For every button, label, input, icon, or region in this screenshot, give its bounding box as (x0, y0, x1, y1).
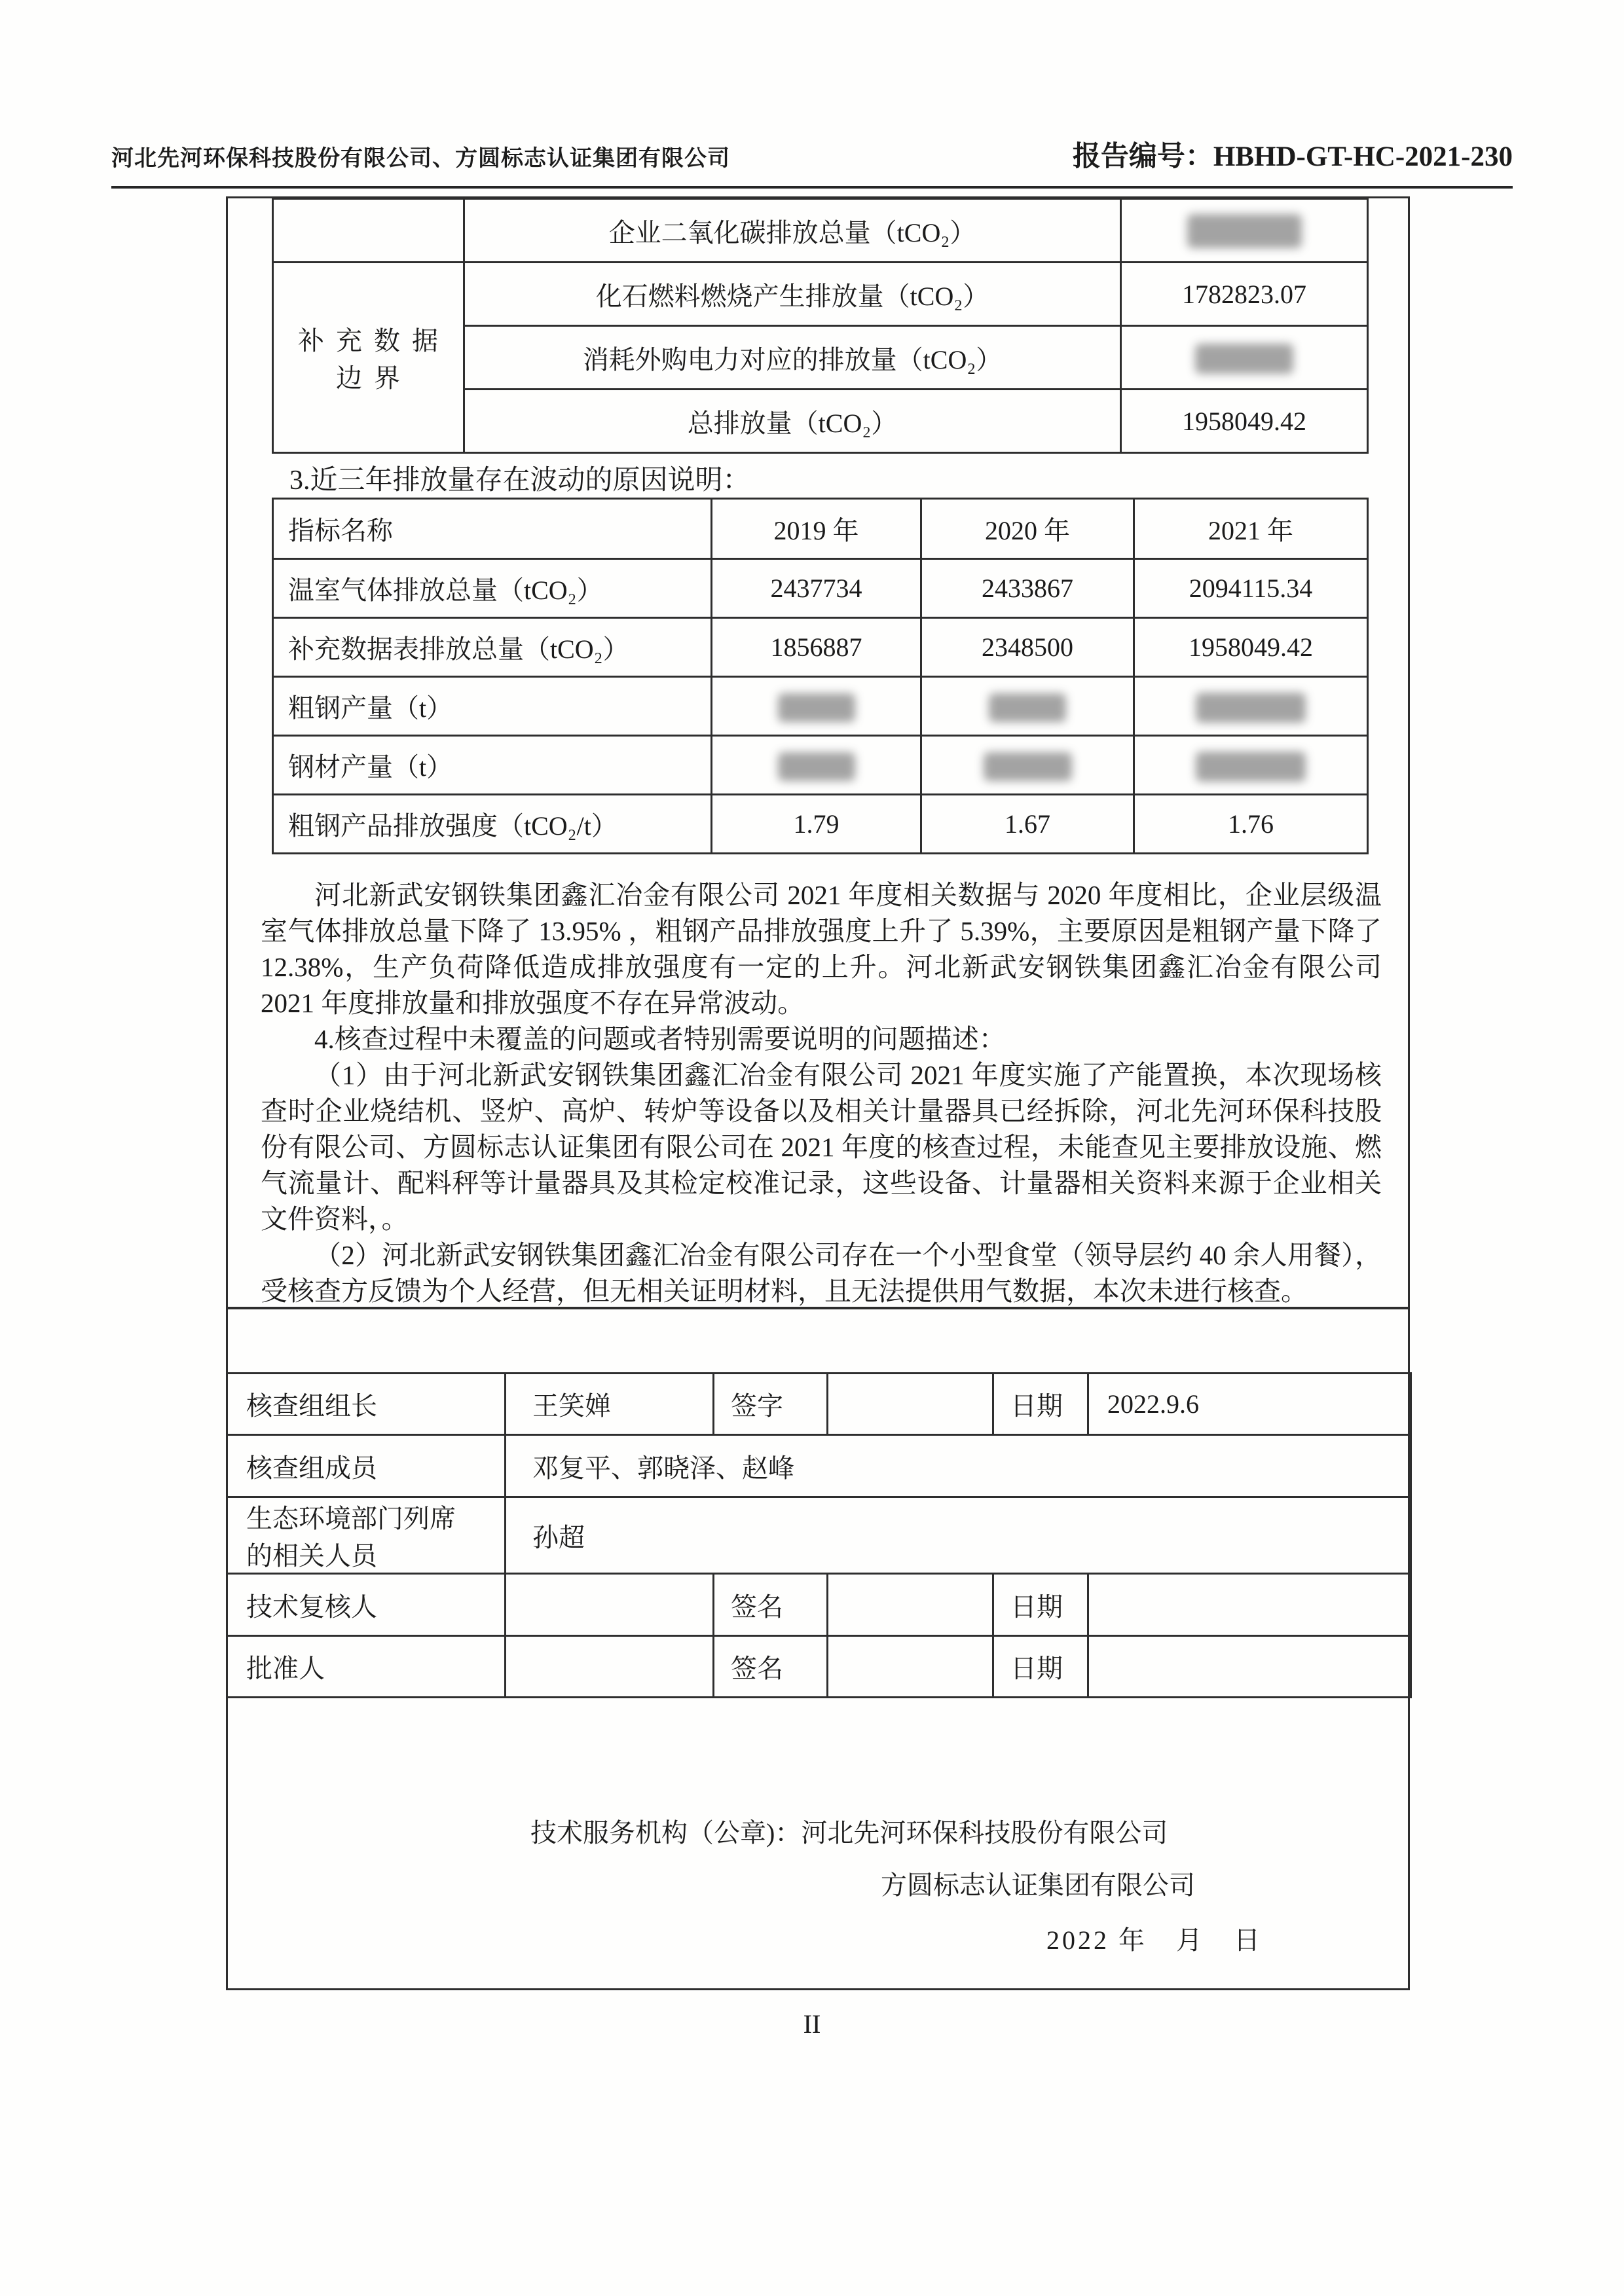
metric-value: 1782823.07 (1121, 263, 1368, 326)
role-label: 技术复核人 (227, 1574, 506, 1636)
metric-label: 企业二氧化碳排放总量（tCO₂） (464, 199, 1121, 263)
reviewer-name (506, 1574, 714, 1636)
table-row (273, 618, 1368, 677)
table-header-row (273, 499, 1368, 559)
row-group-label: 补充数据边界 (273, 263, 464, 453)
indicator-value: 1856887 (712, 618, 921, 677)
indicator-value-redacted (712, 736, 921, 795)
metric-label: 化石燃料燃烧产生排放量（tCO₂） (464, 263, 1121, 326)
column-header: 2020 年 (921, 499, 1134, 559)
redacted-value (1196, 693, 1306, 723)
footer-agency-line2: 方圆标志认证集团有限公司 (881, 1870, 1195, 1900)
report-number (1073, 134, 1513, 174)
table-row (273, 559, 1368, 618)
report-number-label: 报告编号： (1072, 141, 1213, 172)
table-row (273, 736, 1368, 795)
indicator-value-redacted (712, 677, 921, 736)
indicator-label: 粗钢产品排放强度（tCO₂/t） (273, 795, 712, 854)
indicator-value: 1.67 (921, 795, 1134, 854)
indicator-value: 1958049.42 (1134, 618, 1368, 677)
table-row (273, 677, 1368, 736)
sign-space (828, 1374, 993, 1435)
redacted-value (989, 693, 1066, 722)
indicator-value: 1.79 (712, 795, 921, 854)
table-row (273, 263, 1368, 326)
signature-table (226, 1372, 1412, 1698)
section3-title: 3.近三年排放量存在波动的原因说明： (289, 465, 750, 496)
metric-value-redacted (1121, 199, 1368, 263)
indicator-value-redacted (921, 736, 1134, 795)
redacted-value (778, 752, 855, 781)
redacted-value (1195, 344, 1293, 374)
table-row (227, 1435, 1411, 1497)
column-header: 2019 年 (712, 499, 921, 559)
column-header: 2021 年 (1134, 499, 1368, 559)
page-number: II (803, 2009, 821, 2039)
footer-date-line: 2022 年 月 日 (1046, 1925, 1263, 1955)
indicator-value: 2094115.34 (1134, 559, 1368, 618)
indicator-value: 2348500 (921, 618, 1134, 677)
date-label: 日期 (993, 1636, 1088, 1698)
indicator-label: 钢材产量（t） (273, 736, 712, 795)
metric-label: 总排放量（tCO₂） (464, 390, 1121, 453)
issue-paragraph-2: （2）河北新武安钢铁集团鑫汇冶金有限公司存在一个小型食堂（领导层约 40 余人用餐），受核查方反馈为个人经营，但无相关证明材料，且无法提供用气数据，本次未进行核查。 (261, 1240, 1382, 1306)
indicator-label: 补充数据表排放总量（tCO₂） (273, 618, 712, 677)
member-names: 邓复平、郭晓泽、赵峰 (506, 1435, 1411, 1497)
role-label: 核查组组长 (227, 1374, 506, 1435)
date-value (1088, 1574, 1411, 1636)
section4-title: 4.核查过程中未覆盖的问题或者特别需要说明的问题描述： (314, 1024, 1006, 1054)
redacted-value (1187, 214, 1302, 248)
row-group-empty-cell (273, 199, 464, 263)
table-row (227, 1574, 1411, 1636)
approver-name (506, 1636, 714, 1698)
metric-value: 1958049.42 (1121, 390, 1368, 453)
indicator-value: 2433867 (921, 559, 1134, 618)
table-row (273, 199, 1368, 263)
issue-paragraph-1: （1）由于河北新武安钢铁集团鑫汇冶金有限公司 2021 年度实施了产能置换，本次现场核查时企业烧结机、竖炉、高炉、转炉等设备以及相关计量器具已经拆除，河北先河环保科技股份有限公司、方圆标志认证集团有限公司在 2021 年度的核查过程，未能查见主要排放设施、燃气流量计、配料秤等计量器具及其检定校准记录，这些设备、计量器相关资料来源于企业相关文件资料，。 (261, 1060, 1382, 1234)
metric-label: 消耗外购电力对应的排放量（tCO₂） (464, 326, 1121, 390)
indicator-value-redacted (921, 677, 1134, 736)
redacted-value (1196, 752, 1306, 782)
sign-label: 签字 (714, 1374, 828, 1435)
date-value (1088, 1636, 1411, 1698)
analysis-paragraph: 河北新武安钢铁集团鑫汇冶金有限公司 2021 年度相关数据与 2020 年度相比，企业层级温室气体排放总量下降了 13.95% ，粗钢产品排放强度上升了 5.39%，主要原因是粗钢产量下降了 12.38%，生产负荷降低造成排放强度有一定的上升。河北新武安钢铁集团鑫汇冶金有限公司 2021 年度排放量和排放强度不存在异常波动。 (261, 880, 1382, 1018)
footer-agency-line: 技术服务机构（公章)：河北先河环保科技股份有限公司 (530, 1818, 1168, 1848)
sign-space (828, 1636, 993, 1698)
date-label: 日期 (993, 1574, 1088, 1636)
table-row (227, 1636, 1411, 1698)
role-label: 批准人 (227, 1636, 506, 1698)
sign-label: 签名 (714, 1636, 828, 1698)
redacted-value (984, 752, 1072, 781)
date-label: 日期 (993, 1374, 1088, 1435)
sign-space (828, 1574, 993, 1636)
metric-value-redacted (1121, 326, 1368, 390)
table-row (227, 1497, 1411, 1574)
indicator-label: 粗钢产量（t） (273, 677, 712, 736)
indicator-value: 2437734 (712, 559, 921, 618)
date-value: 2022.9.6 (1088, 1374, 1411, 1435)
page-header (111, 134, 1513, 174)
header-company-title: 河北先河环保科技股份有限公司、方圆标志认证集团有限公司 (111, 147, 730, 171)
supplementary-data-table (272, 198, 1369, 454)
indicator-value-redacted (1134, 677, 1368, 736)
indicator-value-redacted (1134, 736, 1368, 795)
indicator-label: 温室气体排放总量（tCO₂） (273, 559, 712, 618)
indicator-value: 1.76 (1134, 795, 1368, 854)
section-divider (226, 1307, 1410, 1309)
table-row (227, 1374, 1411, 1435)
table-row (273, 795, 1368, 854)
role-label: 核查组成员 (227, 1435, 506, 1497)
role-label: 生态环境部门列席的相关人员 (227, 1497, 506, 1574)
header-rule (111, 186, 1513, 189)
leader-name: 王笑婵 (506, 1374, 714, 1435)
column-header: 指标名称 (273, 499, 712, 559)
body-text (261, 877, 1382, 1309)
report-number-value: HBHD-GT-HC-2021-230 (1213, 141, 1513, 172)
sign-label: 签名 (714, 1574, 828, 1636)
redacted-value (778, 693, 855, 722)
attendee-name: 孙超 (506, 1497, 1411, 1574)
fluctuation-table (272, 498, 1369, 854)
